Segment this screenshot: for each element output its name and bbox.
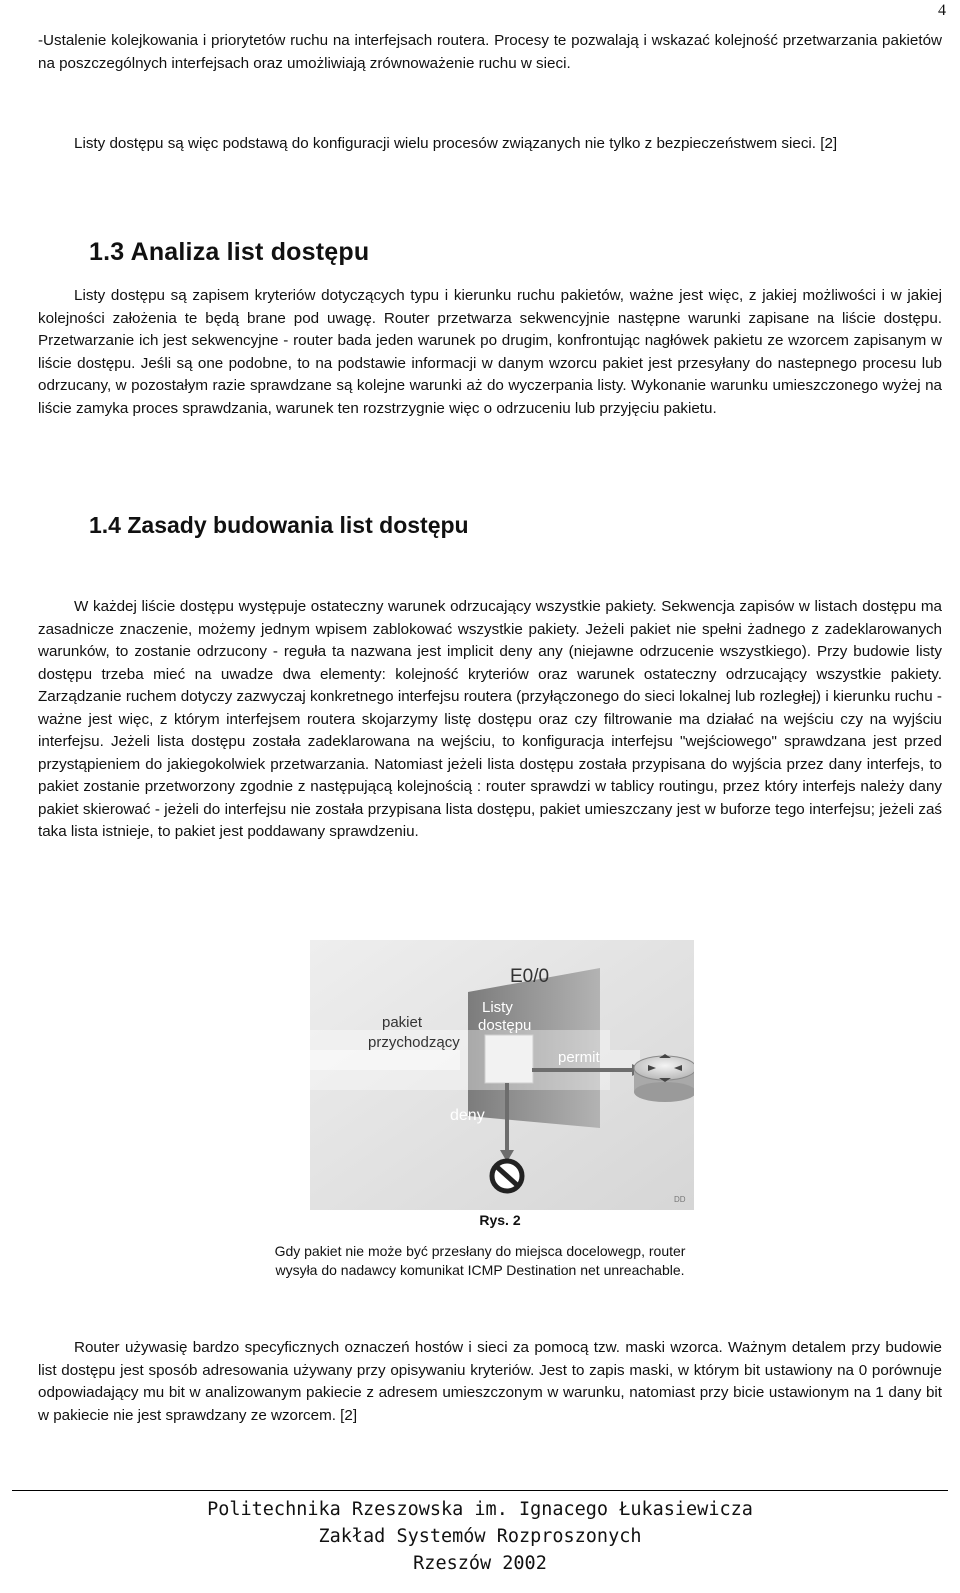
section-1-3-body (38, 285, 942, 420)
footer-place-year: Rzeszów 2002 (413, 1553, 547, 1574)
corner-mark: DD (674, 1195, 686, 1204)
deny-label: deny (450, 1107, 485, 1124)
footer-university: Politechnika Rzeszowska im. Ignacego Łukasiewicza (207, 1499, 753, 1520)
incoming-label-2: przychodzący (368, 1034, 460, 1051)
page-number: 4 (938, 2, 946, 19)
footer-department: Zakład Systemów Rozproszonych (318, 1526, 642, 1547)
figure-caption-line-1: Gdy pakiet nie może być przesłany do miejsca docelowegp, router (274, 1243, 686, 1259)
figure-caption-line-2: wysyła do nadawcy komunikat ICMP Destination net unreachable. (275, 1262, 685, 1278)
closing-paragraph (38, 1337, 942, 1427)
footer (0, 1496, 960, 1577)
incoming-label-1: pakiet (382, 1014, 423, 1031)
footer-rule (12, 1490, 948, 1491)
section-heading-1-4: 1.4 Zasady budowania list dostępu (89, 512, 469, 538)
router-icon (634, 1054, 694, 1102)
section-1-4-body (38, 596, 942, 844)
interface-label: E0/0 (510, 966, 550, 987)
intro-paragraph-2 (38, 133, 942, 156)
list-label-1: Listy (482, 999, 513, 1016)
section-1-3-text: Listy dostępu są zapisem kryteriów dotyczących typu i kierunku ruchu pakietów, ważne jest więc, z jakiej możliwości i w jakiej kolejności założenia te będą brane pod uwagę. Router przetwarza sekwencyjnie następne warunki zapisane na liście dostępu. Przetwarzanie ich jest sekwencyjne - router bada jeden warunek po drugim, konfrontując nagłówek pakietu ze wzorcem zapisanym w liście dostępu. Jeśli są one podobne, to na podstawie informacji w danym wzorcu pakiet jest przesyłany do nastepnego procesu lub odrzucany, w pozostałym razie sprawdzane są kolejne warunki aż do wyczerpania listy. Wykonanie warunku umieszczonego wyżej na liście zamyka proces sprawdzania, warunek ten rozstrzygnie więc o odrzuceniu lub przyjęciu pakietu. (38, 287, 942, 417)
closing-text: Router używasię bardzo specyficznych oznaczeń hostów i sieci za pomocą tzw. maski wzorca. Ważnym detalem przy budowie list dostępu jest sposób adresowania używany przy opisywaniu kryteriów. Jest to zapis maski, w którym bit ustawiony na 0 porównuje odpowiadający mu bit w analizowanym pakiecie z adresem umieszczonym w warunku, natomiast przy bicie ustawionym na 1 dany bit w pakiecie nie jest sprawdzany ze wzorcem. [2] (38, 1339, 942, 1424)
intro-paragraph: -Ustalenie kolejkowania i priorytetów ruchu na interfejsach routera. Procesy te pozwalają i wskazać kolejność przetwarzania pakietów na poszczególnych interfejsach oraz umożliwiają zrównoważenie ruchu w sieci. (38, 32, 942, 72)
figure-caption-title: Rys. 2 (479, 1212, 521, 1228)
access-list-box (485, 1035, 533, 1083)
access-list-diagram (310, 940, 694, 1210)
permit-label: permit (558, 1049, 600, 1066)
list-label-2: dostępu (478, 1017, 532, 1034)
section-heading-1-3: 1.3 Analiza list dostępu (89, 238, 370, 266)
intro-paragraph-2-text: Listy dostępu są więc podstawą do konfiguracji wielu procesów związanych nie tylko z bezpieczeństwem sieci. [2] (74, 135, 838, 152)
section-1-4-text: W każdej liście dostępu występuje ostateczny warunek odrzucający wszystkie pakiety. Sekwencja zapisów w listach dostępu ma zasadnicze znaczenie, możemy jednym wpisem zablokować wszystkie pakiety. Jeżeli pakiet nie spełni żadnego z zadeklarowanych warunków, to zostanie odrzucony - reguła ta nazwana jest implicit deny any (niejawne odrzucenie wszystkiego). Przy budowie listy dostępu trzeba mieć na uwadze dwa elementy: kolejność kryteriów oraz warunek ostateczny odrzucający wszystkie pakiety. Zarządzanie ruchem dotyczy zazwyczaj konkretnego interfejsu routera (przyłączonego do sieci lokalnej lub rozległej) i kierunku ruchu - ważne jest więc, z którym interfejsem routera skojarzymy listę dostępu oraz czy filtrowanie ma działać na wejściu czy na wyjściu interfejsu. Jeżeli lista dostępu została zadeklarowana na wejściu, to konfiguracja interfejsu "wejściowego" sprawdzana jest przed przystąpieniem do jakiegokolwiek przetwarzania. Natomiast jeżeli lista dostępu została przypisana do wyjścia przez dany interfejs, to pakiet zostanie przetworzony zgodnie z następującą kolejnością : router sprawdzi w tablicy routingu, przez który interfejs należy dany pakiet skierować - jeżeli do interfejsu nie została przypisana lista dostępu, pakiet umieszczany jest w buforze tego interfejsu; jeżeli zaś taka lista istnieje, to pakiet jest poddawany sprawdzeniu. (38, 598, 942, 840)
